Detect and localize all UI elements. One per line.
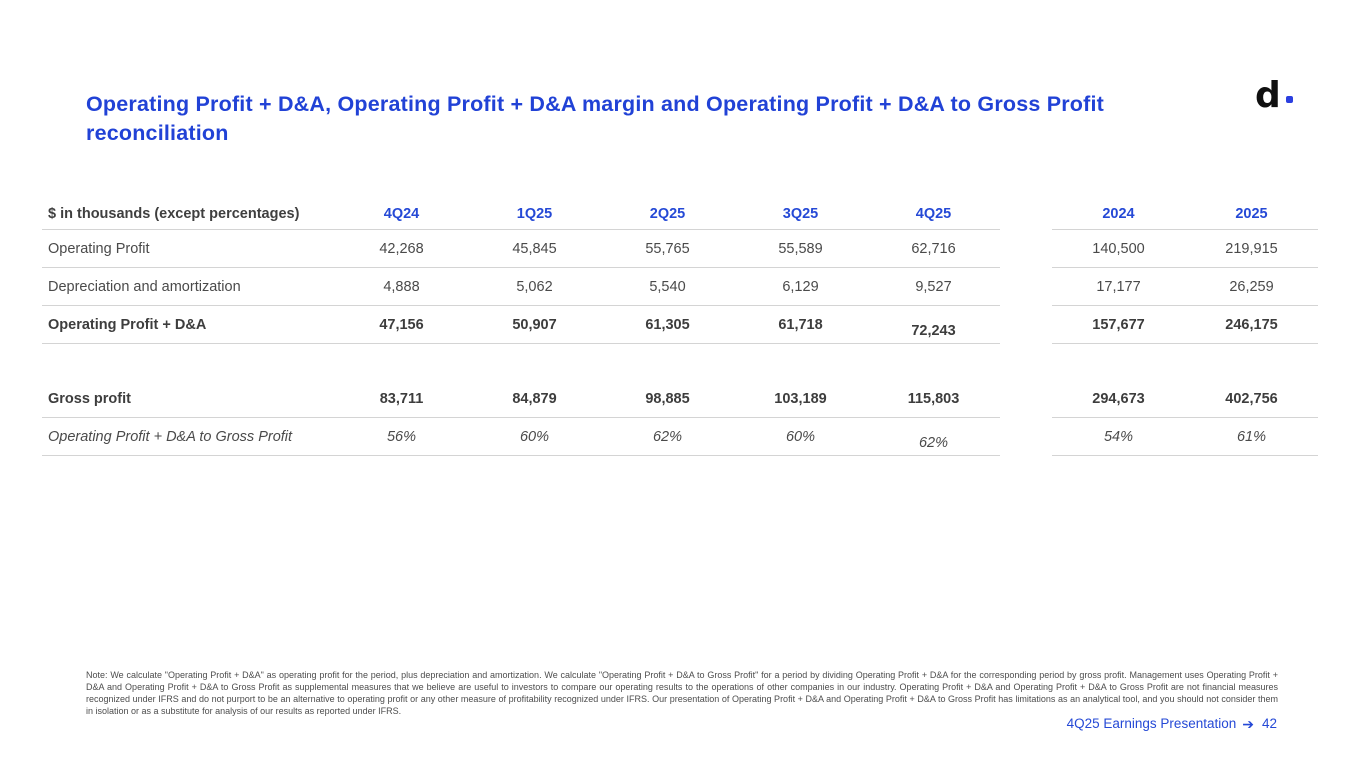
column-gap	[1000, 306, 1052, 344]
unit-label: $ in thousands (except percentages)	[42, 198, 335, 230]
cell: 219,915	[1185, 230, 1318, 268]
table-row-operating-profit-da	[42, 306, 1318, 344]
column-header-4q25: 4Q25	[867, 198, 1000, 230]
table-header-row	[42, 198, 1318, 230]
column-header-4q24: 4Q24	[335, 198, 468, 230]
column-header-2q25: 2Q25	[601, 198, 734, 230]
table-row-gross-profit	[42, 380, 1318, 418]
cell: 17,177	[1052, 268, 1185, 306]
page-title: Operating Profit + D&A, Operating Profit + D&A margin and Operating Profit + D&A to Gross Profit reconciliation	[86, 92, 1105, 145]
cell: 42,268	[335, 230, 468, 268]
row-label: Depreciation and amortization	[42, 268, 335, 306]
row-label: Operating Profit	[42, 230, 335, 268]
column-gap	[1000, 268, 1052, 306]
cell: 26,259	[1185, 268, 1318, 306]
cell: 50,907	[468, 306, 601, 344]
cell: 115,803	[867, 380, 1000, 418]
column-header-2024: 2024	[1052, 198, 1185, 230]
row-label: Gross profit	[42, 380, 335, 418]
table-row-operating-profit	[42, 230, 1318, 268]
cell: 6,129	[734, 268, 867, 306]
cell: 84,879	[468, 380, 601, 418]
page-number: 42	[1261, 716, 1277, 731]
cell: 54%	[1052, 418, 1185, 456]
cell: 83,711	[335, 380, 468, 418]
footer-label: 4Q25 Earnings Presentation	[1066, 716, 1237, 731]
cell: 4,888	[335, 268, 468, 306]
cell: 157,677	[1052, 306, 1185, 344]
cell: 55,765	[601, 230, 734, 268]
reconciliation-table	[42, 198, 1318, 456]
cell: 5,062	[468, 268, 601, 306]
cell: 98,885	[601, 380, 734, 418]
table-row-da-to-gross-profit	[42, 418, 1318, 456]
cell: 62%	[601, 418, 734, 456]
column-header-2025: 2025	[1185, 198, 1318, 230]
column-gap	[1000, 418, 1052, 456]
column-gap	[1000, 198, 1052, 230]
cell: 72,243	[867, 306, 1000, 344]
cell: 62%	[867, 418, 1000, 456]
cell: 246,175	[1185, 306, 1318, 344]
table-row-depreciation-amortization	[42, 268, 1318, 306]
row-label: Operating Profit + D&A	[42, 306, 335, 344]
logo-letter: d	[1255, 75, 1281, 116]
column-gap	[1000, 230, 1052, 268]
cell: 60%	[468, 418, 601, 456]
cell: 5,540	[601, 268, 734, 306]
dlocal-logo	[1255, 76, 1293, 116]
column-gap	[1000, 380, 1052, 418]
logo-dot-icon	[1286, 96, 1293, 103]
cell: 294,673	[1052, 380, 1185, 418]
row-label: Operating Profit + D&A to Gross Profit	[42, 418, 335, 456]
footnote: Note: We calculate "Operating Profit + D&A" as operating profit for the period, plus depreciation and amortization. We calculate "Operating Profit + D&A to Gross Profit" for a period by dividing Operating Profit + D&A for the corresponding period by gross profit. Management uses Operating Profit + D&A and Operating Profit + D&A to Gross Profit as supplemental measures that we believe are useful to investors to compare our operating results to the operations of other companies in our industry. Operating Profit + D&A and Operating Profit + D&A to Gross Profit are not financial measures recognized under IFRS and do not purport to be an alternative to operating profit or any other measure of profitability recognized under IFRS. Our presentation of Operating Profit + D&A and Operating Profit + D&A to Gross Profit has limitations as an analytical tool, and you should not consider them in isolation or as a substitute for analysis of our results as reported under IFRS.	[86, 670, 1278, 716]
cell: 61,718	[734, 306, 867, 344]
cell: 140,500	[1052, 230, 1185, 268]
cell: 103,189	[734, 380, 867, 418]
cell: 56%	[335, 418, 468, 456]
cell: 9,527	[867, 268, 1000, 306]
table-spacer	[42, 344, 1318, 380]
cell: 61,305	[601, 306, 734, 344]
cell: 47,156	[335, 306, 468, 344]
cell: 60%	[734, 418, 867, 456]
column-header-1q25: 1Q25	[468, 198, 601, 230]
cell: 55,589	[734, 230, 867, 268]
slide-footer	[1067, 716, 1277, 731]
cell: 62,716	[867, 230, 1000, 268]
cell: 61%	[1185, 418, 1318, 456]
column-header-3q25: 3Q25	[734, 198, 867, 230]
arrow-right-icon: ➔	[1242, 715, 1254, 732]
cell: 45,845	[468, 230, 601, 268]
cell: 402,756	[1185, 380, 1318, 418]
